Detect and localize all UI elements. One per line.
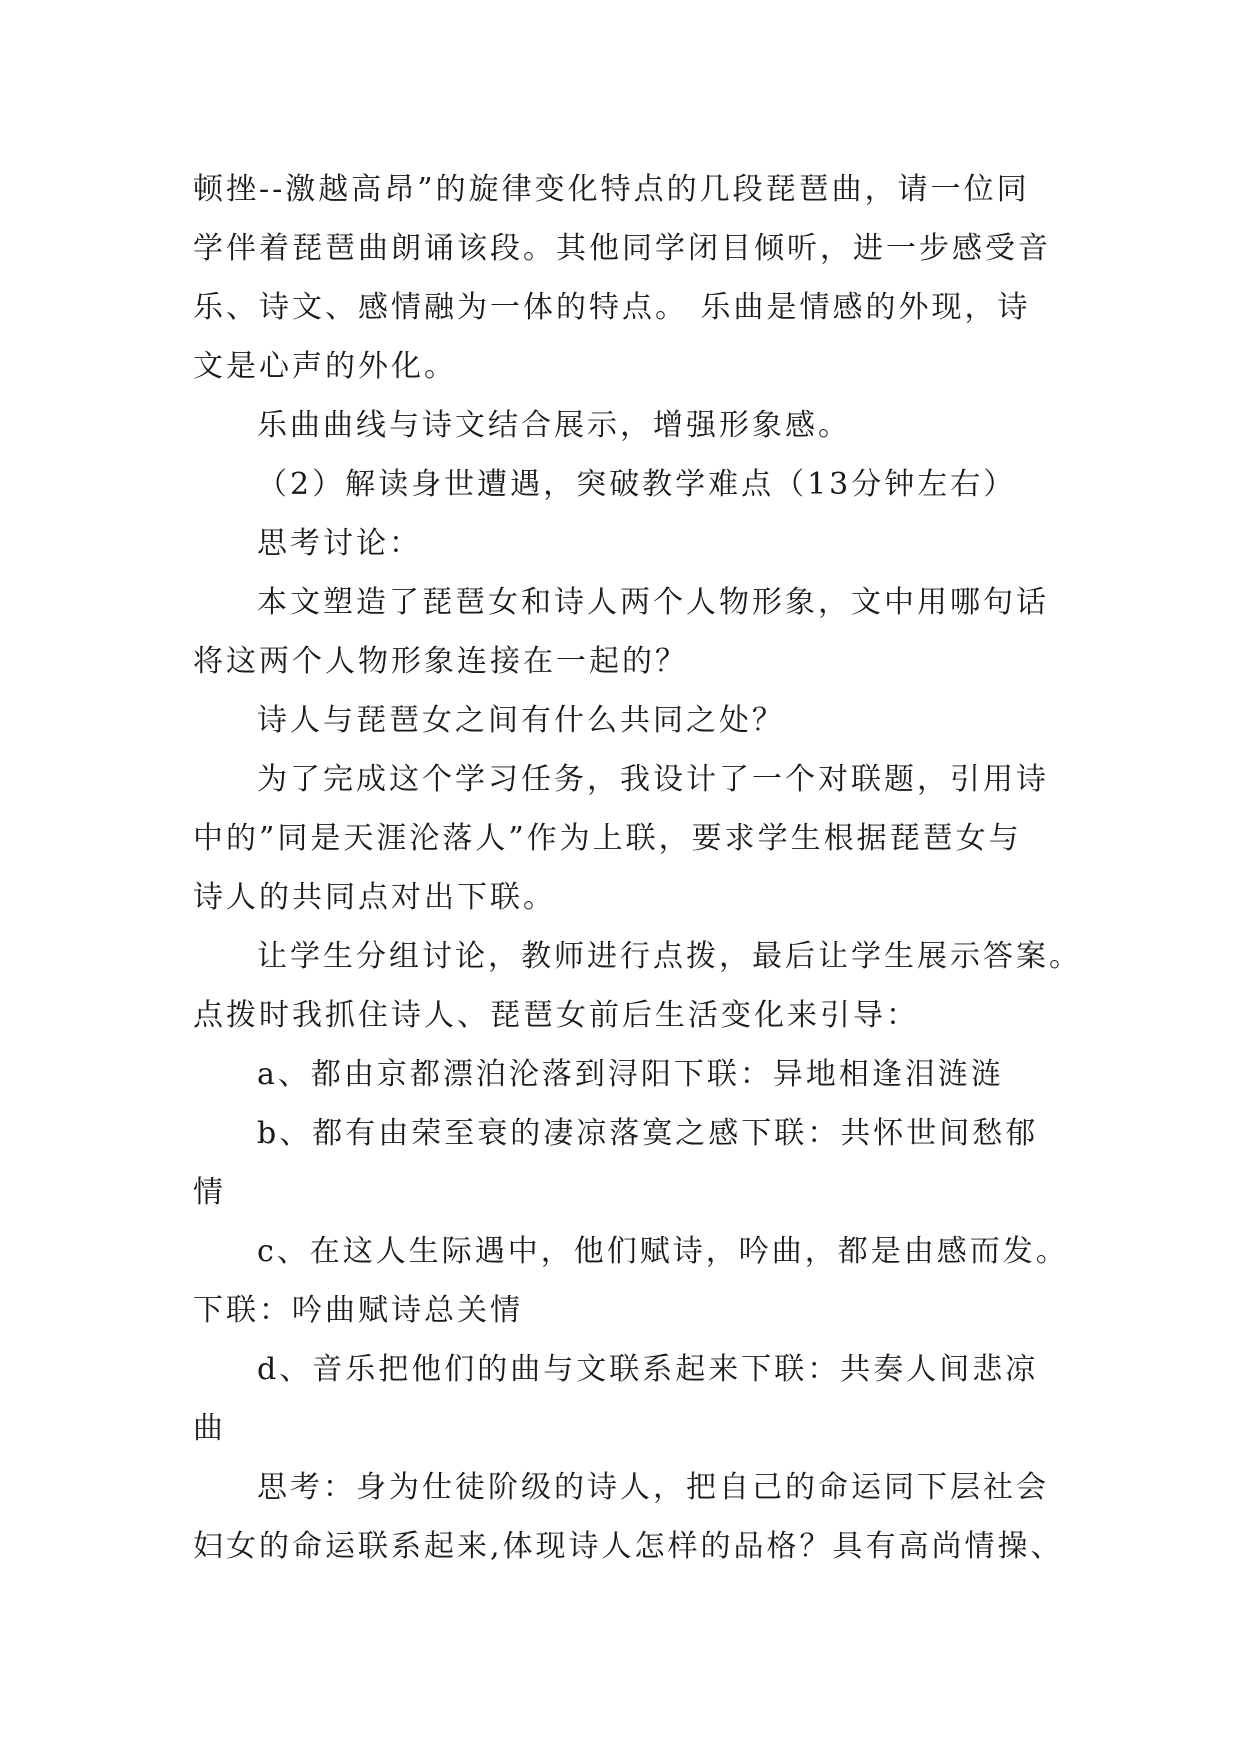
list-item: a、都由京都漂泊沦落到浔阳下联：异地相逢泪涟涟 (257, 1057, 1004, 1092)
list-item: b、都有由荣至衰的凄凉落寞之感下联：共怀世间愁郁 (257, 1116, 1039, 1151)
document-body (193, 160, 1082, 1576)
text-line: 本文塑造了琵琶女和诗人两个人物形象，文中用哪句话 (257, 585, 1049, 620)
text-line: 下联：吟曲赋诗总关情 (193, 1293, 523, 1328)
text-line: 为了完成这个学习任务，我设计了一个对联题，引用诗 (257, 762, 1049, 797)
text-line: 学伴着琵琶曲朗诵该段。其他同学闭目倾听，进一步感受音 (193, 231, 1051, 266)
text-line: 情 (193, 1175, 226, 1210)
text-line: 将这两个人物形象连接在一起的？ (193, 644, 688, 679)
text-line: 顿挫--激越高昂”的旋律变化特点的几段琵琶曲，请一位同 (193, 172, 1030, 207)
list-item: c、在这人生际遇中，他们赋诗，吟曲，都是由感而发。 (257, 1234, 1069, 1269)
text-line: 思考：身为仕徒阶级的诗人，把自己的命运同下层社会 (257, 1470, 1049, 1505)
text-line: 妇女的命运联系起来,体现诗人怎样的品格？具有高尚情操、 (193, 1529, 1064, 1564)
text-line: 文是心声的外化。 (193, 349, 457, 384)
text-line: 乐曲曲线与诗文结合展示，增强形象感。 (257, 408, 851, 443)
text-line: 诗人的共同点对出下联。 (193, 880, 556, 915)
text-line: 乐、诗文、感情融为一体的特点。 乐曲是情感的外现，诗 (193, 290, 1031, 325)
text-line: 中的”同是天涯沦落人”作为上联，要求学生根据琵琶女与 (193, 821, 1022, 856)
list-item: d、音乐把他们的曲与文联系起来下联：共奏人间悲凉 (257, 1352, 1039, 1387)
section-heading: （2）解读身世遭遇，突破教学难点（13分钟左右） (257, 467, 1017, 502)
text-line: 曲 (193, 1411, 226, 1446)
text-line: 诗人与琵琶女之间有什么共同之处？ (257, 703, 785, 738)
text-line: 点拨时我抓住诗人、琵琶女前后生活变化来引导： (193, 998, 919, 1033)
text-line: 让学生分组讨论，教师进行点拨，最后让学生展示答案。 (257, 939, 1082, 974)
text-line: 思考讨论： (257, 526, 422, 561)
